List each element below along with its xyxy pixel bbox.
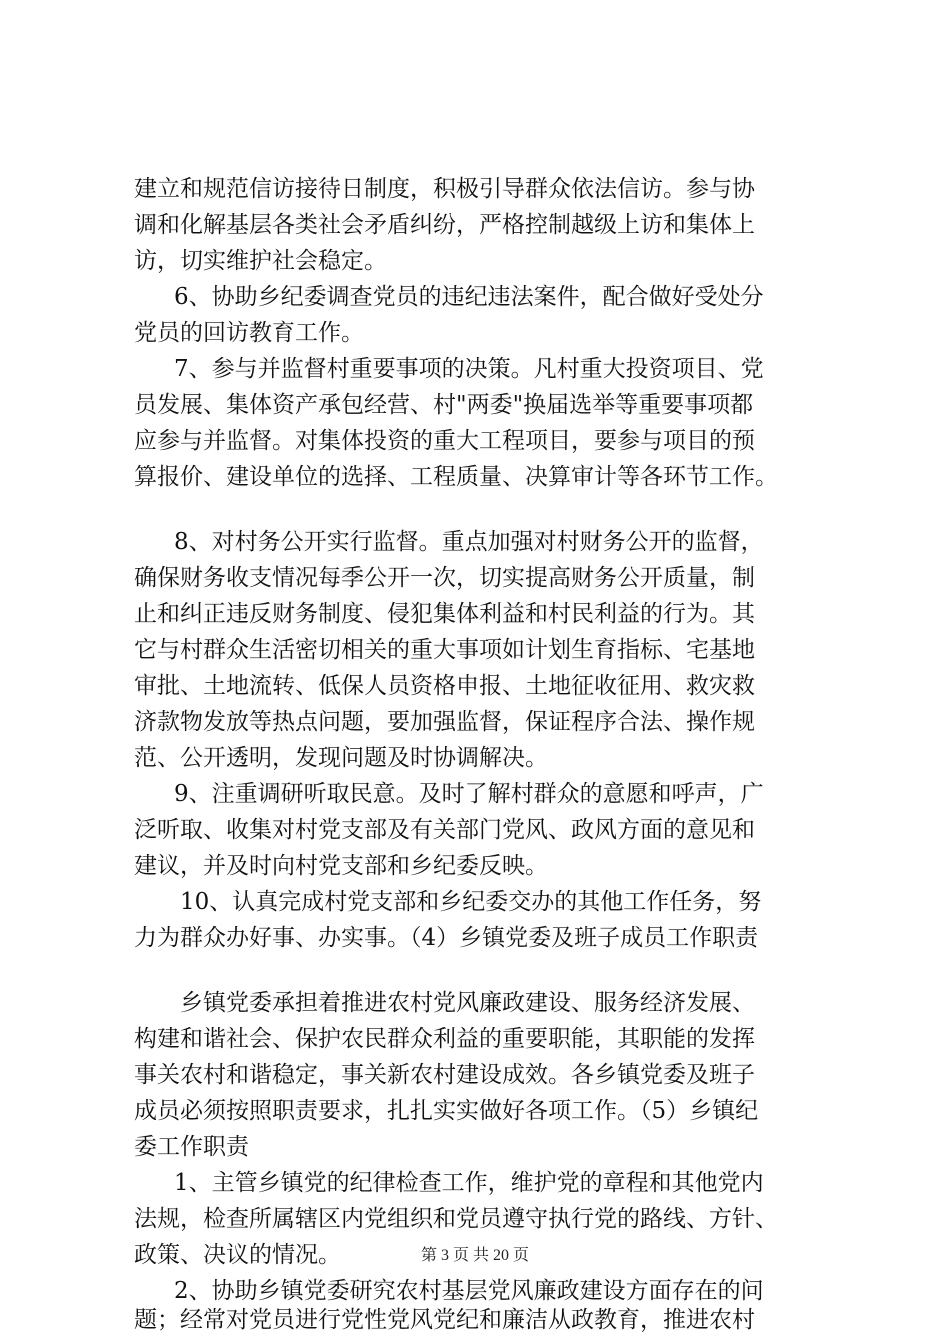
- text-line: 法规，检查所属辖区内党组织和党员遵守执行党的路线、方针、: [134, 1206, 778, 1232]
- text-line: 6、协助乡纪委调查党员的违纪违法案件，配合做好受处分: [174, 284, 764, 310]
- text-line: 题；经常对党员进行党性党风党纪和廉洁从政教育，推进农村: [134, 1307, 755, 1333]
- text-line: 1、主管乡镇党的纪律检查工作，维护党的章程和其他党内: [174, 1170, 764, 1196]
- text-line: 党员的回访教育工作。: [134, 320, 364, 346]
- text-line: 应参与并监督。对集体投资的重大工程项目，要参与项目的预: [134, 428, 755, 454]
- text-line: 7、参与并监督村重要事项的决策。凡村重大投资项目、党: [174, 356, 764, 382]
- text-line: 访，切实维护社会稳定。: [134, 248, 387, 274]
- text-line: 委工作职责: [134, 1134, 249, 1160]
- page-number-footer: 第 3 页 共 20 页: [420, 1247, 529, 1264]
- text-line: 力为群众办好事、办实事。（4）乡镇党委及班子成员工作职责: [134, 925, 759, 951]
- text-line: 审批、土地流转、低保人员资格申报、土地征收征用、救灾救: [134, 673, 755, 699]
- text-line: 它与村群众生活密切相关的重大事项如计划生育指标、宅基地: [134, 637, 755, 663]
- text-line: 构建和谐社会、保护农民群众利益的重要职能，其职能的发挥: [134, 1026, 755, 1052]
- text-line: 建立和规范信访接待日制度，积极引导群众依法信访。参与协: [134, 176, 755, 202]
- text-line: 止和纠正违反财务制度、侵犯集体利益和村民利益的行为。其: [134, 601, 755, 627]
- text-line: 员发展、集体资产承包经营、村"两委"换届选举等重要事项都: [134, 392, 754, 418]
- text-line: 范、公开透明，发现问题及时协调解决。: [134, 745, 548, 771]
- text-line: 8、对村务公开实行监督。重点加强对村财务公开的监督，: [174, 529, 764, 555]
- text-line: 事关农村和谐稳定，事关新农村建设成效。各乡镇党委及班子: [134, 1062, 755, 1088]
- text-line: 确保财务收支情况每季公开一次，切实提高财务公开质量，制: [134, 565, 755, 591]
- text-line: 2、协助乡镇党委研究农村基层党风廉政建设方面存在的问: [174, 1278, 764, 1304]
- text-line: 济款物发放等热点问题，要加强监督，保证程序合法、操作规: [134, 709, 755, 735]
- text-line: 调和化解基层各类社会矛盾纠纷，严格控制越级上访和集体上: [134, 212, 755, 238]
- text-line: 泛听取、收集对村党支部及有关部门党风、政风方面的意见和: [134, 817, 755, 843]
- text-line: 乡镇党委承担着推进农村党风廉政建设、服务经济发展、: [180, 990, 755, 1016]
- text-line: 10、认真完成村党支部和乡纪委交办的其他工作任务，努: [180, 889, 762, 915]
- text-line: 算报价、建设单位的选择、工程质量、决算审计等各环节工作。: [134, 464, 778, 490]
- text-line: 建议，并及时向村党支部和乡纪委反映。: [134, 853, 548, 879]
- text-line: 9、注重调研听取民意。及时了解村群众的意愿和呼声，广: [174, 781, 764, 807]
- text-line: 成员必须按照职责要求，扎扎实实做好各项工作。（5）乡镇纪: [134, 1098, 759, 1124]
- text-line: 政策、决议的情况。: [134, 1242, 341, 1268]
